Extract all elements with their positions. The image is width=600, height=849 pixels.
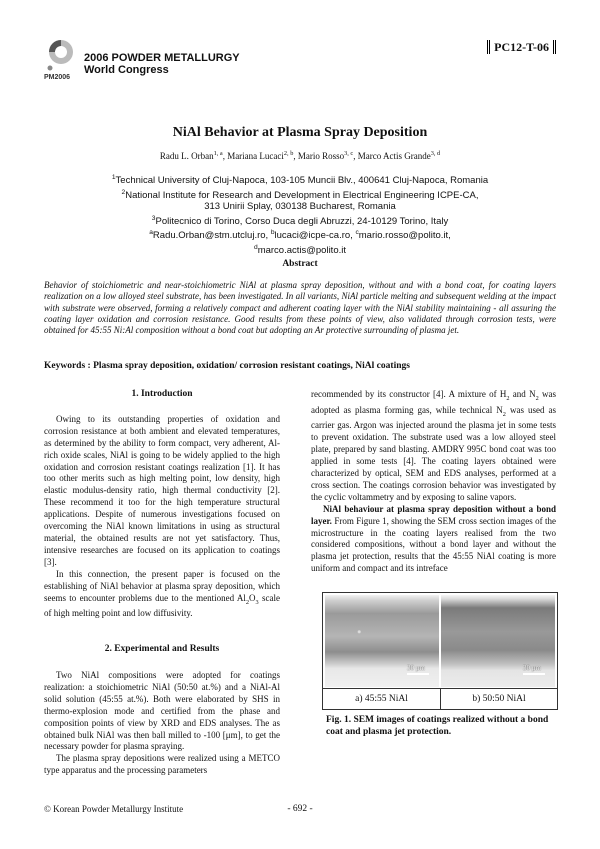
paper-title: NiAl Behavior at Plasma Spray Deposition <box>172 125 428 140</box>
subsection-heading: NiAl behaviour at plasma spray deposition without a bond layer. <box>311 503 556 526</box>
conference-name <box>84 52 240 76</box>
scale-bar-a: 30 μm <box>407 664 429 675</box>
affiliations <box>0 172 600 257</box>
experimental-paragraph-1: Two NiAl compositions were adopted for coatings realization: a stoichiometric NiAl (50:50 at.%) and a NiAl-Al solid solution (45:55 at.%). Both were elaborated by SHS in thermo-explosion mode and certified from the phase and composition points of view by XRD and EDS analyses. The as obtained bulk NiAl was then ball milled to -100 [μm], to get the necessary powder for plasma spraying. <box>44 670 280 752</box>
scale-bar-b: 30 μm <box>523 664 545 675</box>
left-column <box>44 389 280 777</box>
section-2-heading: 2. Experimental and Results <box>104 644 220 655</box>
pm-logo <box>44 38 78 78</box>
publisher-footer: © Korean Powder Metallurgy Institute <box>44 804 184 814</box>
pm-year-label: PM2006 <box>44 74 71 81</box>
abstract-text: Behavior of stoichiometric and near-stoichiometric NiAl at plasma spray deposition, without and with a bond coat, for coating layers realization on a low alloyed steel substrate, has been investigated. In all variants, NiAl particle melting and subsequent welding at the impact with substrate were observed, forming a relatively compact and adherent coating layer with the NiAl stability maintaining - all assuring the coating layer oxidation and corrosion resistance. Good results from these points of view, also validated through corrosion tests, were obtained for 45:55 Ni:Al composition without a bond coat but adopting an Ar protective surrounding of plasma jet. <box>44 280 556 336</box>
affiliation-2: $^2$National Institute for Research and Development in Electrical Engineering ICPE-CA, <box>121 188 479 201</box>
conference-line2: World Congress <box>84 64 169 76</box>
section-1-heading: 1. Introduction <box>131 389 193 399</box>
author-list: Radu L. Orban$^{1, a}$, Mariana Lucaci$^{2, b}$, Mario Rosso$^{3, c}$, Marco Actis Grande$^{3, d}$ <box>159 150 441 161</box>
sem-image-b <box>441 595 555 687</box>
intro-paragraph-1: Owing to its outstanding properties of oxidation and corrosion resistance at both ambient and elevated temperatures, as determined by the ability to form compact, very adherent, Al-rich oxide scales, NiAl is going to be widely applied to the high oxidation and corrosion resistant coatings realization [1]. It has too other merits such as high melting point, low density, high elastic modulus-density ratio, high thermal conductivity [2]. These recommend it too for the high temperature structural applications. Despite of numerous investigations focused on overcoming the NiAl known limitations in using as structural material, the obtained results are not yet satisfactory. Thus, intensive researches are focused on its application to coatings [3]. <box>44 413 280 567</box>
author-emails: $^a$Radu.Orban@stm.utcluj.ro, $^b$lucaci@icpe-ca.ro, $^c$mario.rosso@polito.it, <box>149 229 451 242</box>
intro-paragraph-2: In this connection, the present paper is focused on the establishing of NiAl behavior at plasma spray deposition, which seems to encounter problems due to the mentioned $Al_2O_3$ scale of high melting point and low diffusivity. <box>44 568 280 619</box>
paper-code: PC12-T-06 <box>487 40 556 54</box>
right-column <box>311 389 556 575</box>
sem-image-a <box>325 595 439 687</box>
experimental-paragraph-2: The plasma spray depositions were realized using a METCO type apparatus and the processing parameters <box>44 753 280 776</box>
author-email-d: $^d$marco.actis@polito.it <box>253 244 346 257</box>
figure-1 <box>322 592 558 710</box>
conference-line1: 2006 POWDER METALLURGY <box>84 52 240 64</box>
figure-caption: Fig. 1. SEM images of coatings realized without a bond coat and plasma jet protection. <box>326 715 549 737</box>
affiliation-2-address: 313 Unirii Splay, 030138 Bucharest, Romania <box>204 201 396 213</box>
figure-label-a: a) 45:55 NiAl <box>323 688 441 709</box>
right-paragraph-2-text: From Figure 1, showing the SEM cross section images of the microstructure in the coating layers realised from the two considered compositions, without a bond layer and without the plasma jet protection, results that the 45:55 NiAl coating is more uniform and compact and its intreface <box>311 515 556 574</box>
keywords: Keywords : Plasma spray deposition, oxidation/ corrosion resistant coatings, NiAl coatings <box>44 361 410 371</box>
page-number: - 692 - <box>287 804 313 814</box>
figure-label-b: b) 50:50 NiAl <box>441 688 557 709</box>
affiliation-1: $^1$Technical University of Cluj-Napoca, 103-105 Muncii Blv., 400641 Cluj-Napoca, Romania <box>111 174 489 187</box>
affiliation-3: $^3$Politecnico di Torino, Corso Duca degli Abruzzi, 24-10129 Torino, Italy <box>151 214 449 227</box>
right-paragraph-1: recommended by its constructor [4]. A mixture of $H_2$ and $N_2$ was adopted as plasma forming gas, while technical $N_2$ was used as carrier gas. Argon was injected around the plasma jet in some tests to prevent oxidation. The substrate used was a low alloyed steel plate, prepared by sand blasting. AMDRY 995C bond coat was too applied in some tests [4]. The coating layers obtained were characterized by optical, SEM and EDS analyses, performed at a cross section. The coatings corrosion behavior was investigated by the cyclic voltammetry and by exposing to saline vapors. <box>311 389 557 502</box>
right-paragraph-2 <box>311 504 556 575</box>
abstract-heading: Abstract <box>282 259 318 269</box>
